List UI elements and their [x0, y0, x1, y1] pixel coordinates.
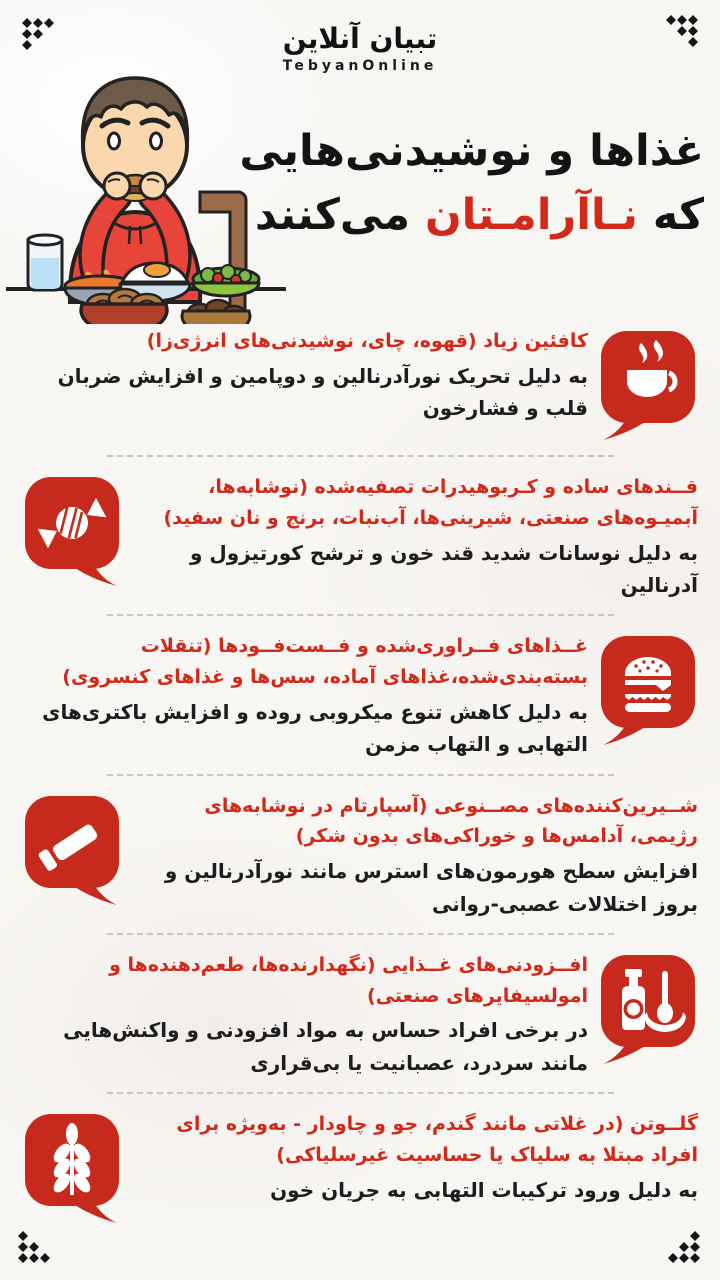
list-item-processed-food — [22, 625, 698, 764]
title-highlight: نـاآرامـتان — [424, 189, 638, 240]
list-item-caffeine — [22, 320, 698, 446]
coffee-cup-icon — [598, 328, 698, 442]
item-title: غــذاهای فــراوری‌شده و فــست‌فــودها (تنقلات بسته‌بندی‌شده،غذاهای آماده، سس‌ها و غذاهای کنسروی) — [62, 635, 588, 689]
gum-stick-icon — [22, 793, 122, 907]
item-description: در برخی افراد حساس به مواد افزودنی و واکنش‌هایی مانند سردرد، عصبانیت یا بی‌قراری — [63, 1018, 588, 1075]
list-item-additives — [22, 944, 698, 1083]
list-item-sugars — [22, 466, 698, 605]
item-title: افــزودنی‌های غــذایی (نگهدارنده‌ها، طعم‌دهنده‌ها و امولسیفایرهای صنعتی) — [109, 953, 588, 1007]
dashed-separator — [107, 1092, 614, 1094]
additives-bottle-spoon-icon — [598, 952, 698, 1066]
dashed-separator — [107, 933, 614, 935]
dashed-separator — [107, 455, 614, 457]
dashed-separator — [107, 774, 614, 776]
item-description: به دلیل کاهش تنوع میکروبی روده و افزایش باکتری‌های التهابی و التهاب مزمن — [42, 699, 588, 757]
item-title: شــیرین‌کننده‌های مصــنوعی (آسپارتام در نوشابه‌های رژیمی، آدامس‌ها و خوراکی‌های بدون شکر) — [204, 794, 698, 848]
page-title — [239, 120, 704, 247]
item-description: افزایش سطح هورمون‌های استرس مانند نورآدرنالین و بروز اختلالات عصبی-روانی — [164, 859, 698, 916]
corner-ornament-bottom-left — [16, 1225, 56, 1265]
brand-logo-persian: تبیان آنلاین — [282, 22, 438, 55]
item-title: کافئین زیاد (قهوه، چای، نوشیدنی‌های انرژی‌زا) — [146, 330, 588, 352]
dashed-separator — [107, 614, 614, 616]
candy-icon — [22, 474, 122, 588]
item-title: قــندهای ساده و کـربوهیدرات تصفیه‌شده (نوشابه‌ها، آبمیـوه‌های صنعتی، شیرینی‌ها، آب‌نبات، برنج و نان سفید) — [163, 476, 698, 529]
wheat-icon — [22, 1111, 122, 1225]
item-description: به دلیل تحریک نورآدرنالین و دوپامین و افزایش ضربان قلب و فشارخون — [57, 363, 588, 421]
title-line-1: غذاها و نوشیدنی‌هایی — [239, 126, 704, 176]
item-description: به دلیل نوسانات شدید قند خون و ترشح کورتیزول و آدرنالین — [189, 540, 698, 597]
burger-icon — [598, 633, 698, 747]
list-item-gluten — [22, 1103, 698, 1229]
corner-ornament-bottom-right — [662, 1225, 702, 1265]
list-item-sweeteners — [22, 785, 698, 924]
brand-logo-latin: TebyanOnline — [282, 58, 438, 74]
item-description: به دلیل ورود ترکیبات التهابی به جریان خون — [270, 1177, 698, 1202]
title-line-2: که نـاآرامـتان می‌کنند — [254, 189, 704, 240]
item-title: گلــوتن (در غلاتی مانند گندم، جو و چاودار - به‌ویژه برای افراد مبتلا به سلیاک یا حساسیت غیرسلیاکی) — [176, 1113, 698, 1167]
items-list — [22, 320, 698, 1229]
